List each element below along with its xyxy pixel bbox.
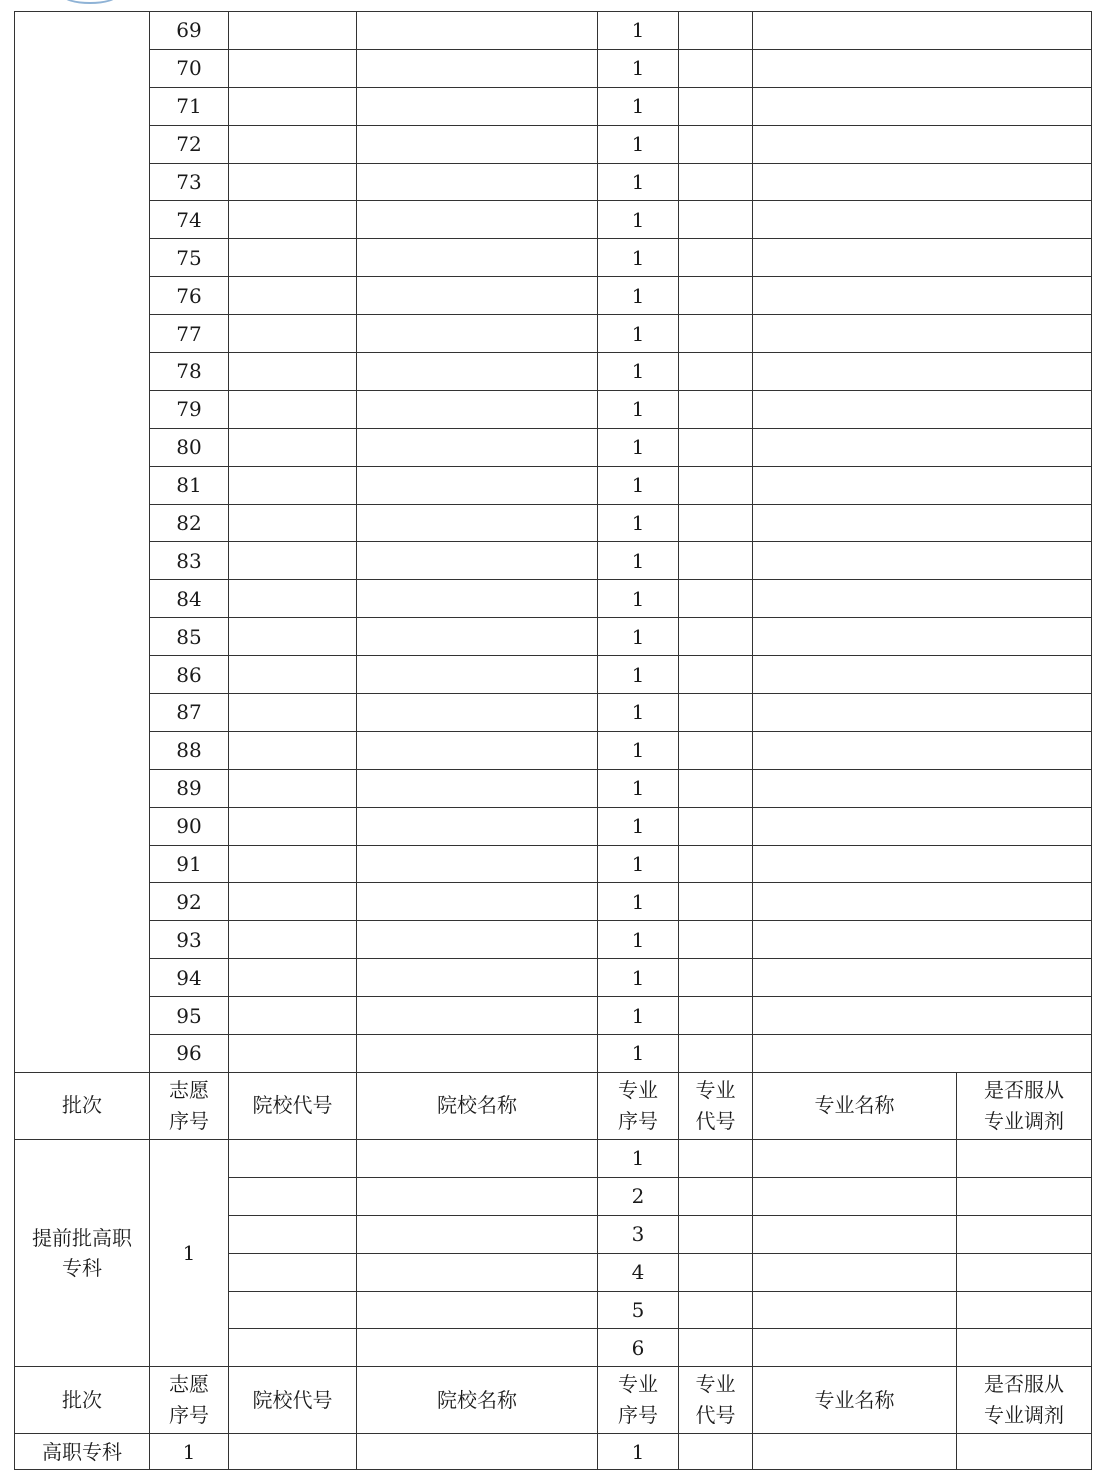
- school-name-cell[interactable]: [357, 390, 598, 428]
- major-seq-cell: 1: [598, 694, 679, 732]
- advance-batch-line1: 提前批高职: [32, 1226, 132, 1251]
- school-code-cell[interactable]: [229, 542, 357, 580]
- school-code-cell[interactable]: [229, 656, 357, 694]
- school-name-cell[interactable]: [357, 769, 598, 807]
- major-code-cell[interactable]: [679, 1215, 753, 1253]
- major-seq-cell: 1: [598, 277, 679, 315]
- header-batch: 批次: [15, 1072, 150, 1139]
- school-code-cell[interactable]: [229, 201, 357, 239]
- major-name-cell[interactable]: [753, 1253, 957, 1291]
- major-name-cell[interactable]: [753, 1434, 957, 1470]
- table-body: [15, 12, 1092, 1470]
- major-seq-cell: 1: [598, 49, 679, 87]
- school-name-cell[interactable]: [357, 959, 598, 997]
- table-row: [15, 731, 1092, 769]
- school-name-cell[interactable]: [357, 731, 598, 769]
- major-name-cell[interactable]: [753, 1177, 957, 1215]
- major-seq-cell: 1: [598, 921, 679, 959]
- major-name-cell[interactable]: [753, 731, 1092, 769]
- school-code-cell[interactable]: [229, 1139, 357, 1177]
- school-code-cell[interactable]: [229, 1253, 357, 1291]
- major-name-cell[interactable]: [753, 163, 1092, 201]
- major-code-cell[interactable]: [679, 959, 753, 997]
- choice-seq-cell: 83: [150, 542, 229, 580]
- adjust-cell[interactable]: [957, 1139, 1092, 1177]
- major-name-cell[interactable]: [753, 580, 1092, 618]
- header-school-name: 院校名称: [357, 1072, 598, 1139]
- school-name-cell[interactable]: [357, 125, 598, 163]
- choice-seq-cell: 90: [150, 807, 229, 845]
- major-seq-cell: 1: [598, 201, 679, 239]
- header-choice-seq-line2: 序号: [169, 1403, 209, 1428]
- table-row: [15, 883, 1092, 921]
- table-row: [15, 1035, 1092, 1073]
- school-name-cell[interactable]: [357, 1177, 598, 1215]
- table-row: [15, 163, 1092, 201]
- school-name-cell[interactable]: [357, 656, 598, 694]
- major-name-cell[interactable]: [753, 618, 1092, 656]
- major-seq-cell: 1: [598, 731, 679, 769]
- header-choice-seq-line2: 序号: [169, 1108, 209, 1133]
- school-code-cell[interactable]: [229, 428, 357, 466]
- header-adjust-line2: 专业调剂: [984, 1403, 1064, 1428]
- choice-seq-cell: 87: [150, 694, 229, 732]
- major-name-cell[interactable]: [753, 1035, 1092, 1073]
- major-seq-cell: 4: [598, 1253, 679, 1291]
- table-row: [15, 1434, 1092, 1470]
- major-name-cell[interactable]: [753, 239, 1092, 277]
- school-code-cell[interactable]: [229, 315, 357, 353]
- choice-seq-cell: 85: [150, 618, 229, 656]
- major-code-cell[interactable]: [679, 277, 753, 315]
- choice-seq-cell: 75: [150, 239, 229, 277]
- major-name-cell[interactable]: [753, 845, 1092, 883]
- school-code-cell[interactable]: [229, 618, 357, 656]
- header-major-code-line1: 专业: [695, 1372, 736, 1397]
- major-name-cell[interactable]: [753, 1215, 957, 1253]
- major-seq-cell: 5: [598, 1291, 679, 1329]
- school-code-cell[interactable]: [229, 921, 357, 959]
- school-name-cell[interactable]: [357, 49, 598, 87]
- header-major-seq-line2: 序号: [618, 1403, 658, 1428]
- choice-seq-cell: 71: [150, 87, 229, 125]
- school-code-cell[interactable]: [229, 731, 357, 769]
- school-name-cell[interactable]: [357, 353, 598, 391]
- major-name-cell[interactable]: [753, 656, 1092, 694]
- adjust-cell[interactable]: [957, 1329, 1092, 1367]
- advance-choice-seq-cell: 1: [150, 1139, 229, 1366]
- major-code-cell[interactable]: [679, 428, 753, 466]
- choice-seq-cell: 96: [150, 1035, 229, 1073]
- choice-seq-cell: 84: [150, 580, 229, 618]
- table-row: [15, 428, 1092, 466]
- table-row: [15, 87, 1092, 125]
- school-code-cell[interactable]: [229, 239, 357, 277]
- header-batch: 批次: [15, 1367, 150, 1434]
- major-seq-cell: 1: [598, 428, 679, 466]
- school-code-cell[interactable]: [229, 1329, 357, 1367]
- header-row: [15, 1072, 1092, 1139]
- major-name-cell[interactable]: [753, 694, 1092, 732]
- major-name-cell[interactable]: [753, 390, 1092, 428]
- table-row: [15, 277, 1092, 315]
- major-name-cell[interactable]: [753, 542, 1092, 580]
- major-code-cell[interactable]: [679, 466, 753, 504]
- major-seq-cell: 1: [598, 959, 679, 997]
- choice-seq-cell: 77: [150, 315, 229, 353]
- choice-seq-cell: 88: [150, 731, 229, 769]
- advance-batch-line2: 专科: [62, 1256, 102, 1281]
- adjust-cell[interactable]: [957, 1291, 1092, 1329]
- major-code-cell[interactable]: [679, 390, 753, 428]
- school-name-cell[interactable]: [357, 1291, 598, 1329]
- major-seq-cell: 1: [598, 87, 679, 125]
- header-adjust: [957, 1367, 1092, 1434]
- major-seq-cell: 1: [598, 466, 679, 504]
- table-row: [15, 694, 1092, 732]
- header-major-code: [679, 1072, 753, 1139]
- major-name-cell[interactable]: [753, 997, 1092, 1035]
- school-name-cell[interactable]: [357, 1329, 598, 1367]
- major-seq-cell: 1: [598, 353, 679, 391]
- choice-seq-cell: 91: [150, 845, 229, 883]
- major-name-cell[interactable]: [753, 959, 1092, 997]
- major-name-cell[interactable]: [753, 921, 1092, 959]
- major-seq-cell: 3: [598, 1215, 679, 1253]
- choice-seq-cell: 82: [150, 504, 229, 542]
- header-major-code-line2: 代号: [695, 1108, 736, 1133]
- major-name-cell[interactable]: [753, 504, 1092, 542]
- major-code-cell[interactable]: [679, 1434, 753, 1470]
- table-row: [15, 845, 1092, 883]
- application-form-table: [14, 11, 1092, 1470]
- school-code-cell[interactable]: [229, 1434, 357, 1470]
- major-code-cell[interactable]: [679, 49, 753, 87]
- table-row: [15, 315, 1092, 353]
- school-code-cell[interactable]: [229, 466, 357, 504]
- table-row: [15, 542, 1092, 580]
- table-row: [15, 466, 1092, 504]
- major-name-cell[interactable]: [753, 353, 1092, 391]
- adjust-cell[interactable]: [957, 1253, 1092, 1291]
- major-seq-cell: 1: [598, 883, 679, 921]
- choice-seq-cell: 79: [150, 390, 229, 428]
- header-choice-seq-line1: 志愿: [169, 1077, 209, 1102]
- major-seq-cell: 1: [598, 12, 679, 50]
- school-code-cell[interactable]: [229, 997, 357, 1035]
- major-seq-cell: 1: [598, 769, 679, 807]
- school-code-cell[interactable]: [229, 1177, 357, 1215]
- header-logo-fragment: [62, 0, 118, 4]
- major-seq-cell: 6: [598, 1329, 679, 1367]
- vocational-choice-seq-cell: 1: [150, 1434, 229, 1470]
- major-name-cell[interactable]: [753, 807, 1092, 845]
- choice-seq-cell: 70: [150, 49, 229, 87]
- major-code-cell[interactable]: [679, 618, 753, 656]
- school-code-cell[interactable]: [229, 87, 357, 125]
- major-code-cell[interactable]: [679, 87, 753, 125]
- major-code-cell[interactable]: [679, 1253, 753, 1291]
- choice-seq-cell: 92: [150, 883, 229, 921]
- header-major-name: 专业名称: [753, 1072, 957, 1139]
- major-name-cell[interactable]: [753, 1329, 957, 1367]
- major-code-cell[interactable]: [679, 845, 753, 883]
- major-code-cell[interactable]: [679, 731, 753, 769]
- school-name-cell[interactable]: [357, 1434, 598, 1470]
- school-name-cell[interactable]: [357, 807, 598, 845]
- table-row: [15, 201, 1092, 239]
- school-name-cell[interactable]: [357, 1035, 598, 1073]
- major-name-cell[interactable]: [753, 277, 1092, 315]
- header-major-seq-line1: 专业: [618, 1077, 658, 1102]
- major-name-cell[interactable]: [753, 1291, 957, 1329]
- major-code-cell[interactable]: [679, 694, 753, 732]
- major-seq-cell: 1: [598, 1139, 679, 1177]
- school-name-cell[interactable]: [357, 921, 598, 959]
- school-code-cell[interactable]: [229, 353, 357, 391]
- adjust-cell[interactable]: [957, 1215, 1092, 1253]
- table-row: [15, 1139, 1092, 1177]
- major-code-cell[interactable]: [679, 997, 753, 1035]
- batch-cell-blank: [15, 12, 150, 1073]
- school-name-cell[interactable]: [357, 12, 598, 50]
- table-row: [15, 353, 1092, 391]
- major-code-cell[interactable]: [679, 201, 753, 239]
- header-major-code-line1: 专业: [695, 1077, 736, 1102]
- school-name-cell[interactable]: [357, 466, 598, 504]
- header-adjust: [957, 1072, 1092, 1139]
- major-name-cell[interactable]: [753, 87, 1092, 125]
- major-code-cell[interactable]: [679, 1329, 753, 1367]
- table-row: [15, 769, 1092, 807]
- school-name-cell[interactable]: [357, 618, 598, 656]
- school-name-cell[interactable]: [357, 87, 598, 125]
- major-code-cell[interactable]: [679, 921, 753, 959]
- choice-seq-cell: 81: [150, 466, 229, 504]
- major-name-cell[interactable]: [753, 201, 1092, 239]
- major-seq-cell: 1: [598, 163, 679, 201]
- major-code-cell[interactable]: [679, 807, 753, 845]
- school-name-cell[interactable]: [357, 239, 598, 277]
- table-row: [15, 125, 1092, 163]
- major-code-cell[interactable]: [679, 1035, 753, 1073]
- school-code-cell[interactable]: [229, 125, 357, 163]
- school-code-cell[interactable]: [229, 807, 357, 845]
- header-school-code: 院校代号: [229, 1367, 357, 1434]
- school-name-cell[interactable]: [357, 315, 598, 353]
- major-seq-cell: 1: [598, 239, 679, 277]
- school-code-cell[interactable]: [229, 390, 357, 428]
- header-choice-seq: [150, 1367, 229, 1434]
- major-name-cell[interactable]: [753, 1139, 957, 1177]
- school-name-cell[interactable]: [357, 428, 598, 466]
- major-code-cell[interactable]: [679, 163, 753, 201]
- major-code-cell[interactable]: [679, 12, 753, 50]
- table-row: [15, 49, 1092, 87]
- choice-seq-cell: 95: [150, 997, 229, 1035]
- major-name-cell[interactable]: [753, 12, 1092, 50]
- major-seq-cell: 1: [598, 390, 679, 428]
- major-name-cell[interactable]: [753, 883, 1092, 921]
- school-name-cell[interactable]: [357, 883, 598, 921]
- header-major-code: [679, 1367, 753, 1434]
- major-code-cell[interactable]: [679, 504, 753, 542]
- choice-seq-cell: 93: [150, 921, 229, 959]
- school-name-cell[interactable]: [357, 845, 598, 883]
- choice-seq-cell: 78: [150, 353, 229, 391]
- school-code-cell[interactable]: [229, 1035, 357, 1073]
- table-row: [15, 656, 1092, 694]
- header-major-seq-line2: 序号: [618, 1108, 658, 1133]
- header-school-name: 院校名称: [357, 1367, 598, 1434]
- school-code-cell[interactable]: [229, 883, 357, 921]
- major-code-cell[interactable]: [679, 1139, 753, 1177]
- major-seq-cell: 1: [598, 656, 679, 694]
- header-adjust-line2: 专业调剂: [984, 1108, 1064, 1133]
- major-seq-cell: 1: [598, 315, 679, 353]
- major-name-cell[interactable]: [753, 315, 1092, 353]
- header-row: [15, 1367, 1092, 1434]
- table-row: [15, 504, 1092, 542]
- school-name-cell[interactable]: [357, 1215, 598, 1253]
- school-code-cell[interactable]: [229, 845, 357, 883]
- school-code-cell[interactable]: [229, 959, 357, 997]
- major-code-cell[interactable]: [679, 353, 753, 391]
- major-code-cell[interactable]: [679, 239, 753, 277]
- table-row: [15, 959, 1092, 997]
- school-code-cell[interactable]: [229, 12, 357, 50]
- table-row: [15, 618, 1092, 656]
- major-name-cell[interactable]: [753, 466, 1092, 504]
- major-code-cell[interactable]: [679, 1177, 753, 1215]
- major-seq-cell: 1: [598, 997, 679, 1035]
- adjust-cell[interactable]: [957, 1434, 1092, 1470]
- choice-seq-cell: 94: [150, 959, 229, 997]
- major-seq-cell: 1: [598, 1035, 679, 1073]
- choice-seq-cell: 73: [150, 163, 229, 201]
- major-seq-cell: 1: [598, 845, 679, 883]
- advance-batch-cell: [15, 1139, 150, 1366]
- school-name-cell[interactable]: [357, 1253, 598, 1291]
- school-name-cell[interactable]: [357, 504, 598, 542]
- school-code-cell[interactable]: [229, 1215, 357, 1253]
- school-name-cell[interactable]: [357, 542, 598, 580]
- table-row: [15, 807, 1092, 845]
- school-code-cell[interactable]: [229, 504, 357, 542]
- school-code-cell[interactable]: [229, 580, 357, 618]
- major-code-cell[interactable]: [679, 1291, 753, 1329]
- major-name-cell[interactable]: [753, 769, 1092, 807]
- header-major-seq: [598, 1072, 679, 1139]
- choice-seq-cell: 89: [150, 769, 229, 807]
- school-name-cell[interactable]: [357, 997, 598, 1035]
- major-name-cell[interactable]: [753, 125, 1092, 163]
- header-choice-seq-line1: 志愿: [169, 1372, 209, 1397]
- major-seq-cell: 1: [598, 580, 679, 618]
- major-code-cell[interactable]: [679, 542, 753, 580]
- header-adjust-line1: 是否服从: [984, 1077, 1064, 1102]
- header-adjust-line1: 是否服从: [984, 1372, 1064, 1397]
- school-code-cell[interactable]: [229, 1291, 357, 1329]
- major-name-cell[interactable]: [753, 428, 1092, 466]
- table-row: [15, 580, 1092, 618]
- school-name-cell[interactable]: [357, 694, 598, 732]
- major-seq-cell: 1: [598, 807, 679, 845]
- major-code-cell[interactable]: [679, 315, 753, 353]
- school-code-cell[interactable]: [229, 769, 357, 807]
- header-choice-seq: [150, 1072, 229, 1139]
- major-seq-cell: 1: [598, 542, 679, 580]
- choice-seq-cell: 74: [150, 201, 229, 239]
- table-row: [15, 239, 1092, 277]
- school-code-cell[interactable]: [229, 277, 357, 315]
- school-code-cell[interactable]: [229, 163, 357, 201]
- school-name-cell[interactable]: [357, 1139, 598, 1177]
- header-school-code: 院校代号: [229, 1072, 357, 1139]
- header-major-name: 专业名称: [753, 1367, 957, 1434]
- school-name-cell[interactable]: [357, 201, 598, 239]
- table-row: [15, 921, 1092, 959]
- table-row: [15, 12, 1092, 50]
- major-seq-cell: 1: [598, 1434, 679, 1470]
- header-major-code-line2: 代号: [695, 1403, 736, 1428]
- school-name-cell[interactable]: [357, 277, 598, 315]
- choice-seq-cell: 72: [150, 125, 229, 163]
- major-seq-cell: 2: [598, 1177, 679, 1215]
- major-code-cell[interactable]: [679, 883, 753, 921]
- choice-seq-cell: 86: [150, 656, 229, 694]
- table-row: [15, 997, 1092, 1035]
- header-major-seq-line1: 专业: [618, 1372, 658, 1397]
- choice-seq-cell: 69: [150, 12, 229, 50]
- school-name-cell[interactable]: [357, 163, 598, 201]
- choice-seq-cell: 80: [150, 428, 229, 466]
- major-name-cell[interactable]: [753, 49, 1092, 87]
- header-major-seq: [598, 1367, 679, 1434]
- school-code-cell[interactable]: [229, 49, 357, 87]
- adjust-cell[interactable]: [957, 1177, 1092, 1215]
- choice-seq-cell: 76: [150, 277, 229, 315]
- school-name-cell[interactable]: [357, 580, 598, 618]
- major-code-cell[interactable]: [679, 656, 753, 694]
- major-code-cell[interactable]: [679, 580, 753, 618]
- major-code-cell[interactable]: [679, 769, 753, 807]
- major-seq-cell: 1: [598, 618, 679, 656]
- major-seq-cell: 1: [598, 504, 679, 542]
- school-code-cell[interactable]: [229, 694, 357, 732]
- major-seq-cell: 1: [598, 125, 679, 163]
- major-code-cell[interactable]: [679, 125, 753, 163]
- vocational-batch-cell: 高职专科: [15, 1434, 150, 1470]
- table-row: [15, 390, 1092, 428]
